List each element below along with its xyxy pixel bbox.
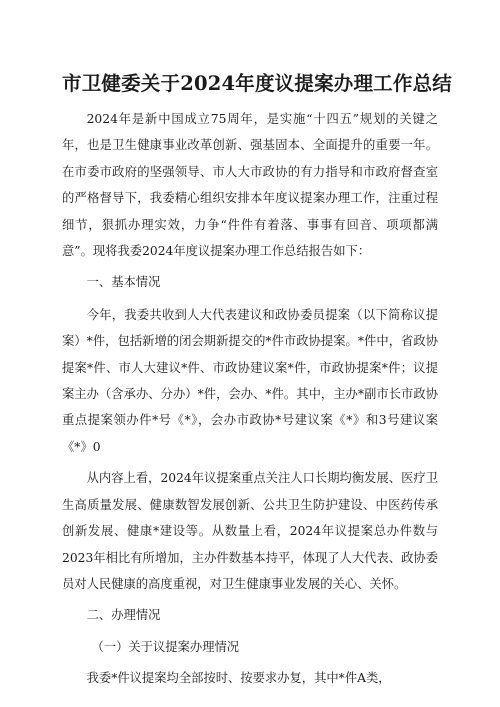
section-2-paragraph-1: 我委*件议提案均全部按时、按要求办复，其中*件A类， [86,671,391,686]
document-title: 市卫健委关于2024年度议提案办理工作总结 [62,72,452,95]
intro-paragraph: 2024年是新中国成立75周年，是实施“十四五”规划的关键之年，也是卫生健康事业改革创新、强基固本、全面提升的重要一年。在市委市政府的坚强领导、市人大市政协的有力指导和市政府督查室的严格督导下，我委精心组织安排本年度议提案办理工作，注重过程细节，狠抓办理实效，力争“件件有着落、事事有回音、项项都满意”。现将我委2024年度议提案办理工作总结报告如下： [62,112,438,259]
section-1-paragraph-2: 从内容上看，2024年议提案重点关注人口长期均衡发展、医疗卫生高质量发展、健康数智发展创新、公共卫生防护建设、中医药传承创新发展、健康*建设等。从数量上看，2024年议提案总办件数与2023年相比有所增加，主办件数基本持平，体现了人大代表、政协委员对人民健康的高度重视，对卫生健康事业发展的关心、关怀。 [62,471,438,591]
section-1-paragraph-1: 今年，我委共收到人大代表建议和政协委员提案（以下简称议提案）*件，包括新增的闭会期新提交的*件市政协提案。*件中，省政协提案*件、市人大建议*件、市政协建议案*件，市政协提案*件；议提案主办（含承办、分办）*件，会办、*件。其中，主办*副市长市政协重点提案领办件*号《*》，会办市政协*号建议案《*》和3号建议案《*》0 [62,307,438,454]
section-2-subheading-1: （一）关于议提案办理情况 [91,639,240,654]
section-2-heading: 二、办理情况 [86,608,161,623]
section-1-heading: 一、基本情况 [86,275,161,290]
